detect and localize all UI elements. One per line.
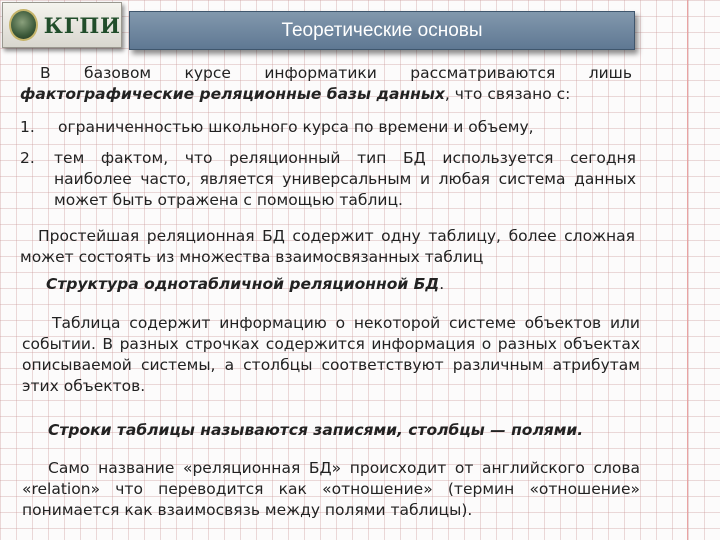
logo <box>2 2 122 48</box>
list-item-1: ограниченностью школьного курса по времени и объему, <box>58 118 534 136</box>
section-heading-structure <box>46 274 636 295</box>
paragraph-table: Таблица содержит информацию о некоторой системе объектов или событии. В разных строчках содержится информация о разных объектах описываемой системы, а столбцы соответствуют различным атрибутам этих объектов. <box>22 314 640 395</box>
relation-translation: отношение <box>331 480 424 498</box>
paragraph-simple-db: Простейшая реляционная БД содержит одну таблицу, более сложная может состоять из множества взаимосвязанных таблиц <box>20 227 635 266</box>
intro-text: В базовом курсе информатики рассматриваются лишь <box>40 64 632 82</box>
margin-line <box>687 0 688 540</box>
logo-text: КГПИ <box>43 12 121 38</box>
relation-text-end: » (термин «отношение» понимается как взаимосвязь между полями таблицы). <box>22 480 640 519</box>
relation-text-mid: » что переводится как « <box>90 480 332 498</box>
list-item-2: тем фактом, что реляционный тип БД используется сегодня наиболее часто, является универсальным и любая система данных может быть отражена с помощью таблиц. <box>54 149 636 209</box>
title-bar <box>129 11 635 50</box>
emblem-icon <box>9 9 38 41</box>
page-title: Теоретические основы <box>281 20 483 41</box>
intro-emphasis: фактографические реляционные базы данных <box>20 85 445 103</box>
relation-text-start: Само название «реляционная БД» происходит от английского слова « <box>22 459 640 498</box>
heading-structure-text: Структура однотабличной реляционной БД <box>46 275 440 293</box>
relation-word: relation <box>31 480 91 498</box>
intro-end: , что связано с: <box>444 85 571 103</box>
paragraph-relation <box>22 458 640 521</box>
paragraph-intro <box>20 63 632 105</box>
heading-structure-dot: . <box>439 275 445 293</box>
list-number-1: 1. <box>20 118 35 136</box>
section-heading-records: Строки таблицы называются записями, столбцы — полями. <box>48 421 584 439</box>
list-number-2: 2. <box>20 149 35 167</box>
